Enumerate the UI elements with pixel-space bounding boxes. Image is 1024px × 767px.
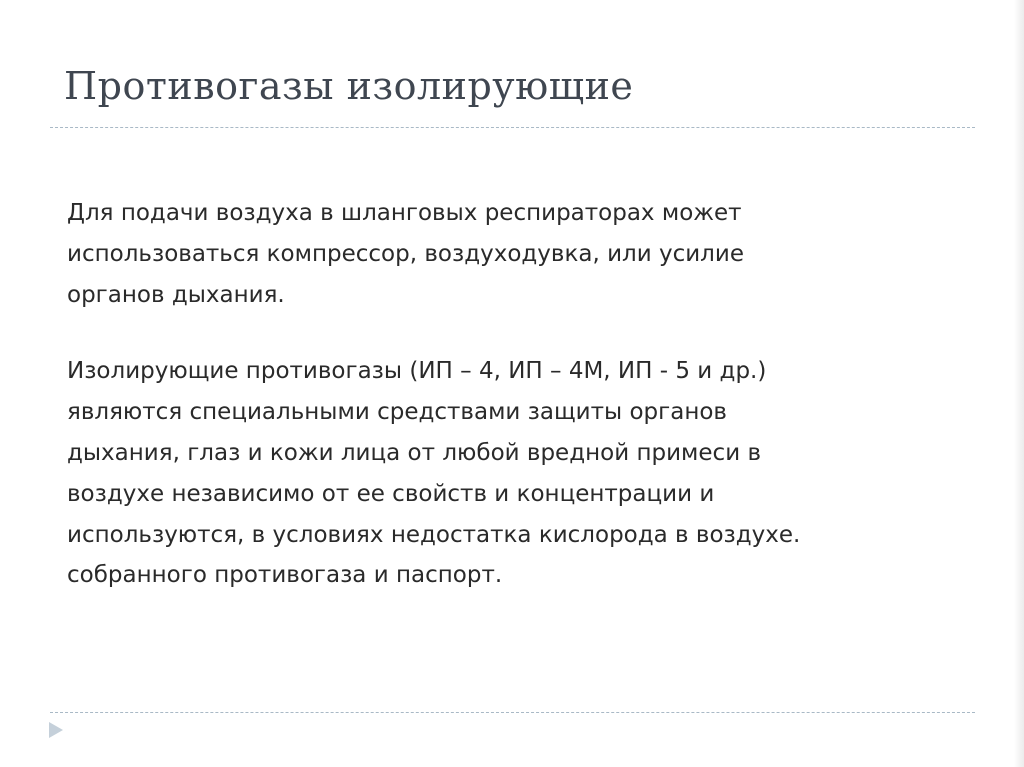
title-divider	[50, 127, 975, 128]
triangle-bullet-icon	[47, 721, 65, 739]
text-line: Изолирующие противогазы (ИП – 4, ИП – 4М, ИП - 5 и др.)	[67, 358, 767, 385]
paragraph-2	[67, 351, 957, 596]
text-line: собранного противогаза и паспорт.	[67, 562, 503, 589]
footer-divider	[50, 712, 975, 713]
paragraph-1	[67, 193, 957, 315]
slide-body	[67, 193, 957, 596]
text-line: воздухе независимо от ее свойств и концентрации и	[67, 480, 715, 507]
text-line: Для подачи воздуха в шланговых респираторах может	[67, 200, 742, 226]
slide-title: Противогазы изолирующие	[64, 64, 634, 108]
text-line: дыхания, глаз и кожи лица от любой вредной примеси в	[67, 439, 762, 466]
text-line: использоваться компрессор, воздуходувка, или усилие	[67, 240, 744, 267]
text-line: являются специальными средствами защиты органов	[67, 399, 727, 426]
text-line: используются, в условиях недостатка кислорода в воздухе.	[67, 521, 801, 548]
slide-edge-shadow	[1014, 0, 1024, 767]
text-line: органов дыхания.	[67, 281, 285, 308]
